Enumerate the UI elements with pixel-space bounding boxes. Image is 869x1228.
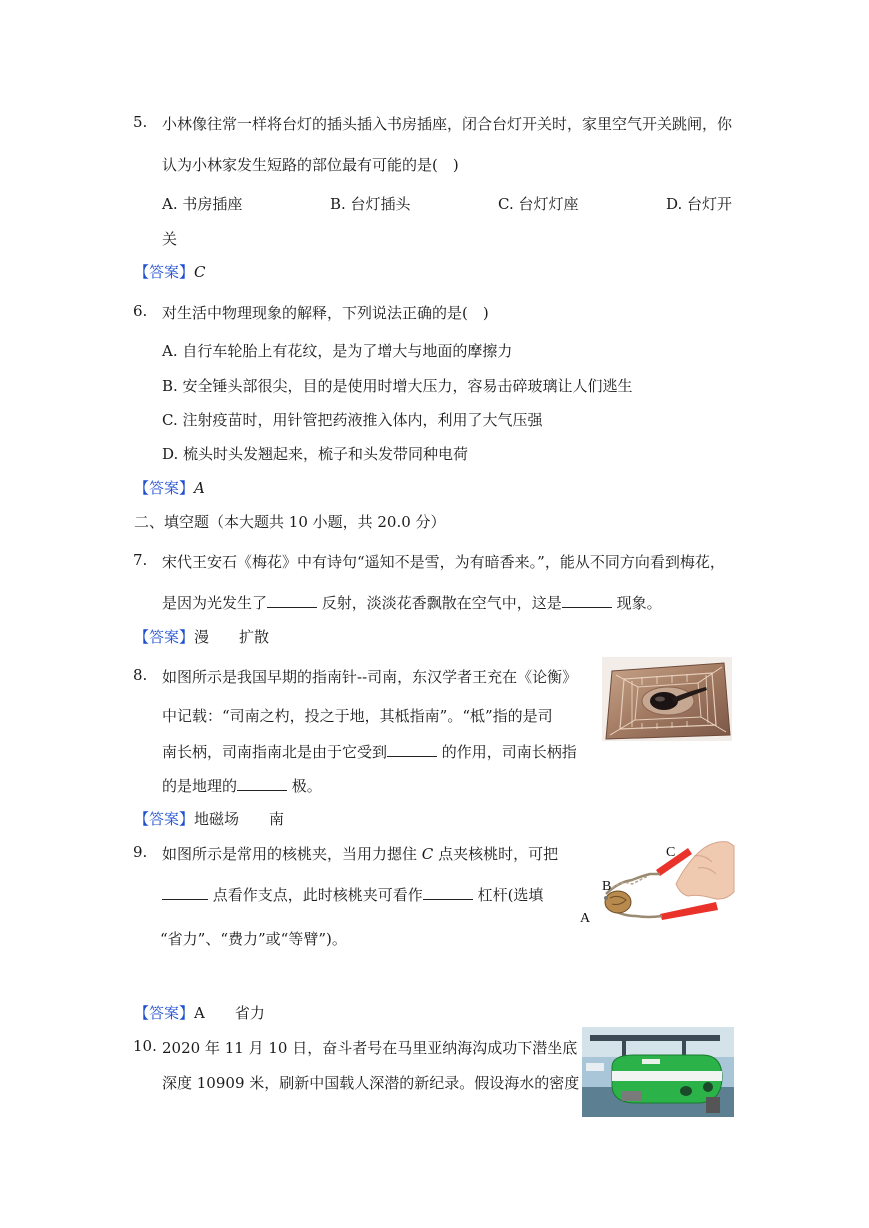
q7-text-a: 是因为光发生了 <box>162 594 268 612</box>
q8-stem-line1: 如图所示是我国早期的指南针--司南，东汉学者王充在《论衡》 <box>162 668 578 686</box>
q8-stem-line4 <box>162 775 322 796</box>
q5-answer <box>134 261 206 282</box>
q9-stem-line2 <box>162 884 543 905</box>
q7-blank-1[interactable] <box>267 593 317 608</box>
q9-text-d: 杠杆(选填 <box>477 886 544 904</box>
q8-answer <box>134 808 284 829</box>
q6-stem: 对生活中物理现象的解释，下列说法正确的是( ) <box>162 304 489 322</box>
q8-blank-1[interactable] <box>387 742 437 757</box>
q9-blank-1[interactable] <box>162 885 208 900</box>
q6-number: 6. <box>133 302 148 320</box>
fig-label-c: C <box>666 845 676 860</box>
section-heading: 二、填空题（本大题共 10 小题，共 20.0 分） <box>134 513 446 531</box>
q10-stem-line2: 深度 10909 米，刷新中国载人深潜的新纪录。假设海水的密度 <box>162 1074 580 1092</box>
q9-answer <box>134 1002 265 1023</box>
answer-label: 【答案】 <box>134 1004 195 1022</box>
q10-number: 10. <box>133 1037 157 1055</box>
q8-text-a: 南长柄，司南指南北是由于它受到 <box>162 743 388 761</box>
q8-text-d: 极。 <box>291 777 322 795</box>
q6-option-a: A. 自行车轮胎上有花纹，是为了增大与地面的摩擦力 <box>162 342 513 360</box>
q9-point-c: C <box>421 845 434 863</box>
submersible-image <box>582 1027 734 1117</box>
q7-text-c: 现象。 <box>616 594 662 612</box>
q5-option-b: B. 台灯插头 <box>330 195 411 213</box>
q8-number: 8. <box>133 666 148 684</box>
answer-value: 地磁场 南 <box>194 810 285 828</box>
answer-value: C <box>194 263 206 281</box>
q6-option-b: B. 安全锤头部很尖，目的是使用时增大压力，容易击碎玻璃让人们逃生 <box>162 377 633 395</box>
answer-label: 【答案】 <box>134 810 195 828</box>
answer-label: 【答案】 <box>134 263 195 281</box>
q9-text-c: 点看作支点，此时核桃夹可看作 <box>212 886 423 904</box>
q8-stem-line2: 中记载：“司南之杓，投之于地，其柢指南”。“柢”指的是司 <box>162 707 553 725</box>
answer-label: 【答案】 <box>134 628 195 646</box>
q8-stem-line3 <box>162 741 577 762</box>
fig-label-b: B <box>602 879 612 894</box>
q5-option-a: A. 书房插座 <box>162 195 243 213</box>
q9-stem-line1 <box>162 843 558 864</box>
q10-stem-line1: 2020 年 11 月 10 日，奋斗者号在马里亚纳海沟成功下潜坐底 <box>162 1039 578 1057</box>
sinan-compass-image <box>602 657 732 741</box>
q5-stem-line2: 认为小林家发生短路的部位最有可能的是( ) <box>162 156 459 174</box>
q9-number: 9. <box>133 843 148 861</box>
q5-option-d: D. 台灯开 <box>666 195 733 213</box>
q8-text-b: 的作用，司南长柄指 <box>441 743 577 761</box>
q7-answer <box>134 626 269 647</box>
q7-number: 7. <box>133 551 148 569</box>
q9-blank-2[interactable] <box>423 885 473 900</box>
q9-text-b: 点夹核桃时，可把 <box>438 845 559 863</box>
answer-label: 【答案】 <box>134 479 195 497</box>
q6-option-d: D. 梳头时头发翘起来，梳子和头发带同种电荷 <box>162 445 469 463</box>
answer-value: A <box>194 479 205 497</box>
q7-stem-line2 <box>162 592 662 613</box>
q8-blank-2[interactable] <box>237 776 287 791</box>
q5-option-d-wrap: 关 <box>162 230 178 248</box>
q5-stem-line1: 小林像往常一样将台灯的插头插入书房插座，闭合台灯开关时，家里空气开关跳闸，你 <box>162 115 733 133</box>
answer-value: 漫 扩散 <box>194 628 270 646</box>
q7-blank-2[interactable] <box>562 593 612 608</box>
q8-text-c: 的是地理的 <box>162 777 238 795</box>
q7-text-b: 反射，淡淡花香飘散在空气中，这是 <box>321 594 562 612</box>
answer-value: A 省力 <box>194 1004 265 1022</box>
q9-stem-line3: “省力”、“费力”或“等臂”)。 <box>160 930 347 948</box>
q5-option-c: C. 台灯灯座 <box>498 195 579 213</box>
q7-stem-line1: 宋代王安石《梅花》中有诗句“遥知不是雪，为有暗香来。”，能从不同方向看到梅花， <box>162 553 725 571</box>
q9-text-a: 如图所示是常用的核桃夹，当用力摁住 <box>162 845 418 863</box>
q6-option-c: C. 注射疫苗时，用针管把药液推入体内，利用了大气压强 <box>162 411 543 429</box>
fig-label-a: A <box>580 911 591 926</box>
q6-answer <box>134 477 205 498</box>
q5-number: 5. <box>133 113 148 131</box>
nutcracker-image <box>576 832 736 930</box>
